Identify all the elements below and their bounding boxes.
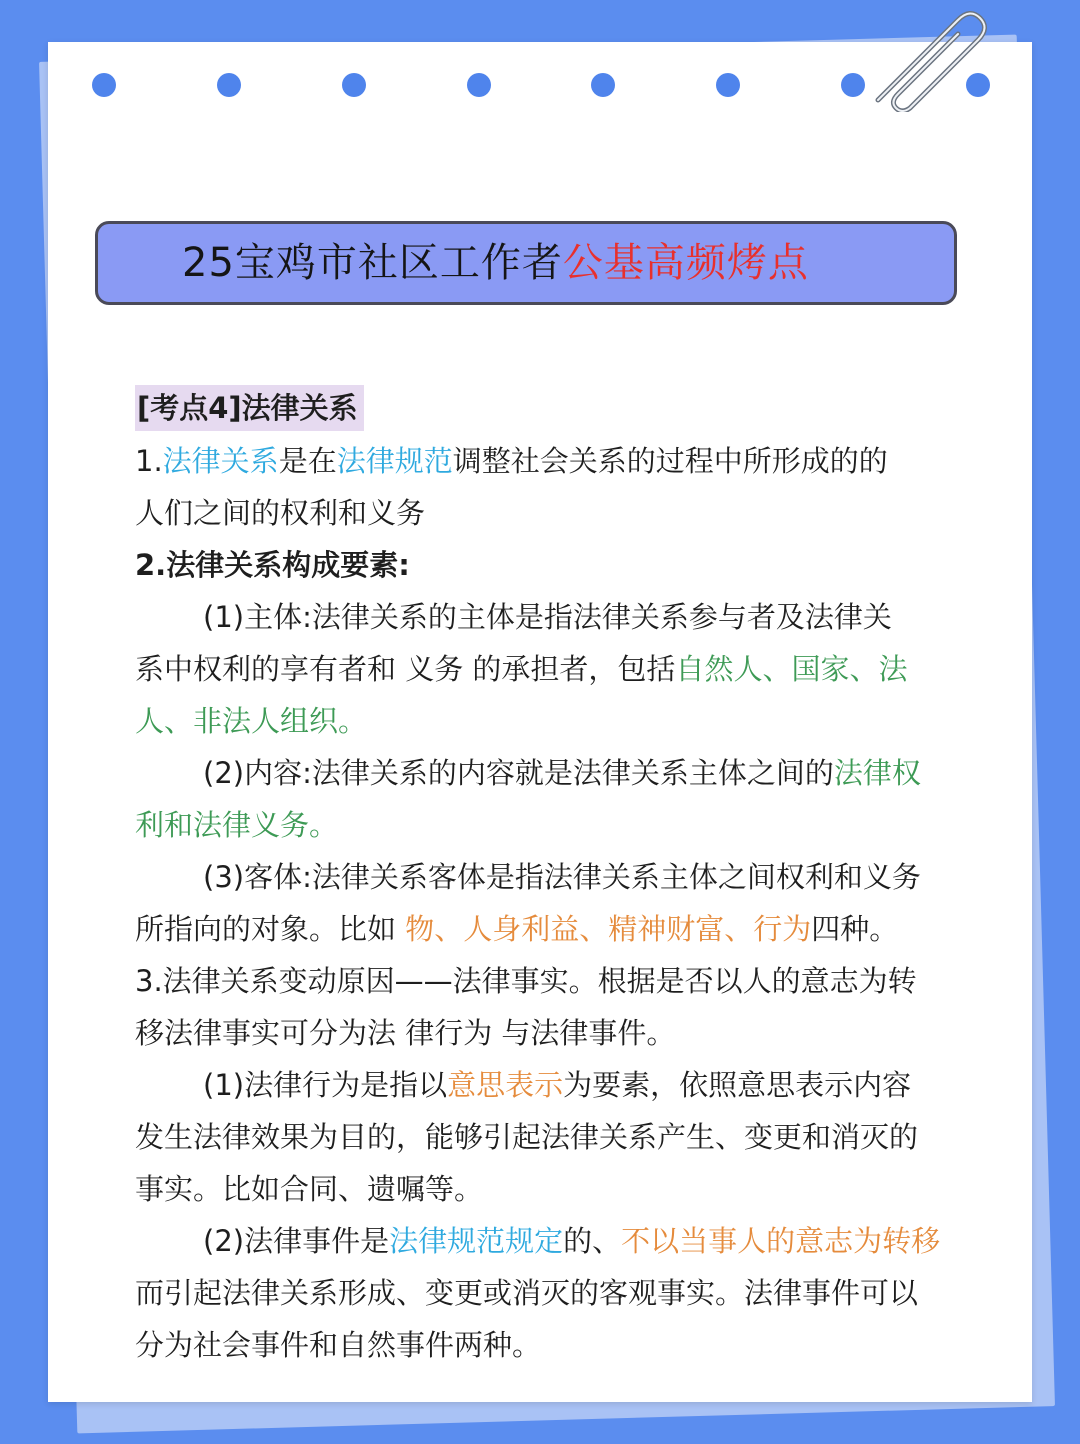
subject-examples: 自然人、国家、法 — [675, 652, 908, 686]
object-line-1: (3)客体:法律关系客体是指法律关系主体之间权利和义务 — [203, 860, 921, 894]
content-highlight: 法律权 — [833, 756, 921, 790]
legal-event-text-mid: 的、 — [563, 1224, 622, 1258]
object-text: 所指向的对象。比如 — [135, 912, 406, 946]
binder-dot — [716, 73, 740, 97]
binder-dot — [467, 73, 491, 97]
paragraph-1-line-2: 人们之间的权利和义务 — [135, 496, 426, 530]
legal-event-highlight-blue: 法律规范规定 — [389, 1224, 564, 1258]
p1-term-legal-norm: 法律规范 — [336, 444, 453, 478]
legal-act-line-3: 事实。比如合同、遗嘱等。 — [135, 1172, 484, 1206]
title-highlight: 公基高频烤点 — [562, 240, 809, 286]
p1-term-legal-relation: 法律关系 — [162, 444, 279, 478]
paragraph-3-line-1: 3.法律关系变动原因——法律事实。根据是否以人的意志为转 — [135, 964, 917, 998]
note-content — [135, 382, 975, 1371]
legal-event-line-1 — [135, 1215, 975, 1267]
binder-dot — [591, 73, 615, 97]
object-line-2 — [135, 903, 975, 955]
content-line-2: 利和法律义务。 — [135, 808, 339, 842]
content-line-1 — [135, 747, 975, 799]
subject-text: 系中权利的享有者和 义务 的承担者，包括 — [135, 652, 676, 686]
binder-dot — [342, 73, 366, 97]
content-text: (2)内容:法律关系的内容就是法律关系主体之间的 — [203, 756, 834, 790]
section-heading: [考点4]法律关系 — [135, 385, 364, 431]
page-title — [182, 240, 809, 286]
title-prefix: 25宝鸡市社区工作者 — [182, 240, 563, 286]
subject-line-3: 人、非法人组织。 — [135, 704, 368, 738]
paragraph-2-title: 2.法律关系构成要素: — [135, 548, 410, 582]
legal-event-line-2: 而引起法律关系形成、变更或消灭的客观事实。法律事件可以 — [135, 1276, 919, 1310]
binder-dot — [217, 73, 241, 97]
subject-line-1: (1)主体:法律关系的主体是指法律关系参与者及法律关 — [203, 600, 892, 634]
legal-event-highlight-orange: 不以当事人的意志为转移 — [621, 1224, 941, 1258]
object-text-end: 四种。 — [811, 912, 899, 946]
paragraph-3-line-2: 移法律事实可分为法 律行为 与法律事件。 — [135, 1016, 676, 1050]
legal-event-text: (2)法律事件是 — [203, 1224, 390, 1258]
paperclip-icon — [858, 2, 988, 112]
object-examples: 物、人身利益、精神财富、行为 — [405, 912, 812, 946]
legal-event-line-3: 分为社会事件和自然事件两种。 — [135, 1328, 542, 1362]
legal-act-text-end: 为要素，依照意思表示内容 — [563, 1068, 912, 1102]
paragraph-1-line-1 — [135, 435, 975, 487]
p1-number: 1. — [135, 444, 163, 478]
legal-act-text: (1)法律行为是指以 — [203, 1068, 448, 1102]
legal-act-highlight: 意思表示 — [447, 1068, 564, 1102]
legal-act-line-2: 发生法律效果为目的，能够引起法律关系产生、变更和消灭的 — [135, 1120, 919, 1154]
legal-act-line-1 — [135, 1059, 975, 1111]
binder-dot — [92, 73, 116, 97]
p1-text: 调整社会关系的过程中所形成的的 — [452, 444, 888, 478]
title-banner — [95, 221, 957, 305]
p1-text: 是在 — [278, 444, 337, 478]
subject-line-2 — [135, 643, 975, 695]
